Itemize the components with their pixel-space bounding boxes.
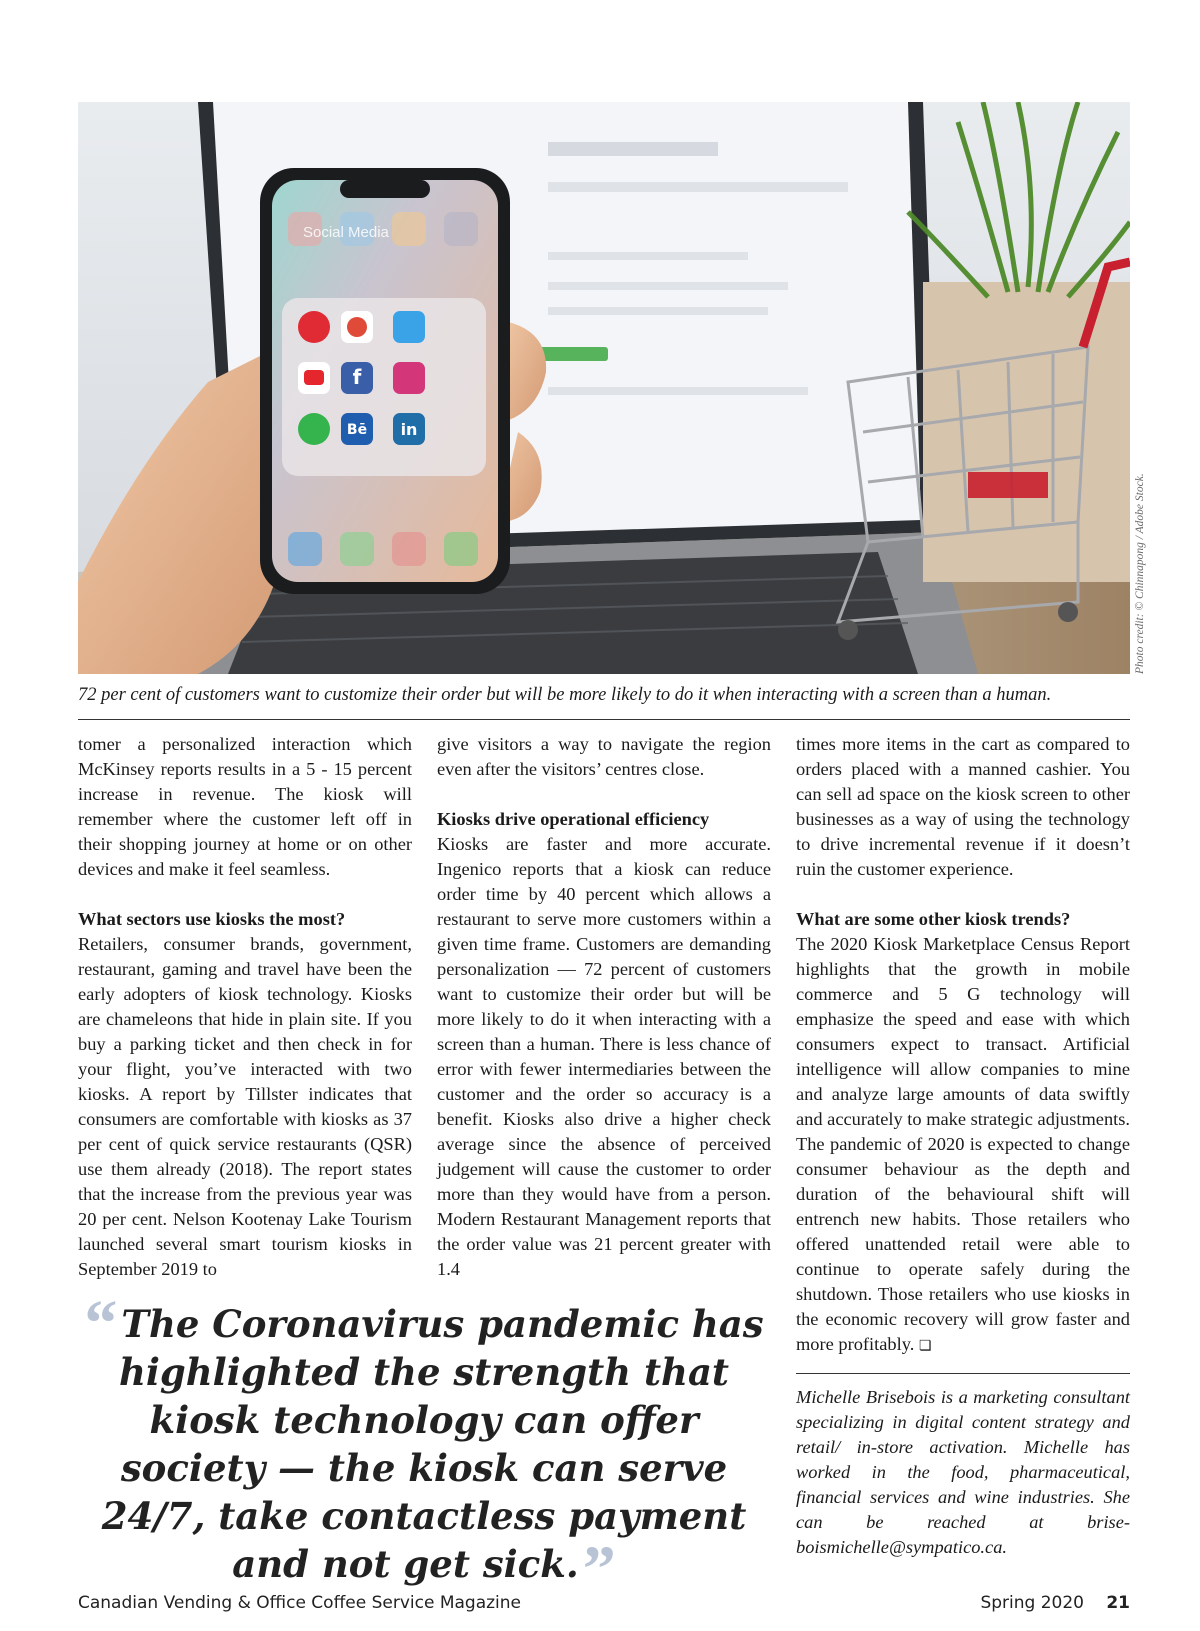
photo-caption: 72 per cent of customers want to customize their order but will be more likely to do it when interacting with a screen than a human. xyxy=(78,685,1052,705)
section-heading: Kiosks drive operational efficiency xyxy=(437,809,710,829)
svg-text:f: f xyxy=(352,365,362,389)
phone-folder-label: Social Media xyxy=(303,224,389,241)
issue-date: Spring 2020 xyxy=(980,1593,1084,1613)
svg-text:in: in xyxy=(400,420,418,439)
closing-text: The 2020 Kiosk Marketplace Census Report highlights that the growth in mobile commerce and 5 G technology will emphasize the speed and ease with which consumers expect to transact. Artificial intelligence will allow companies to mine and analyze large amounts of data swiftly and accurately to make strategic adjustments. The pandemic of 2020 is expected to change consumer behaviour as the depth and duration of the behavioural shift will entrench new habits. Those retailers who offered unattended retail were able to continue to operate safely during the shutdown. Those retailers who use kiosks in the economic recovery will grow faster and more profitably. xyxy=(796,934,1130,1354)
pinterest-icon xyxy=(298,311,330,343)
body-paragraph: give visitors a way to navigate the region even after the visitors’ centres close. xyxy=(437,734,771,779)
article-column-3 xyxy=(796,732,1130,1359)
page-number: 21 xyxy=(1106,1593,1130,1613)
section-heading: What sectors use kiosks the most? xyxy=(78,909,346,929)
page-footer xyxy=(78,1593,1130,1617)
open-quote-mark: “ xyxy=(84,1287,118,1360)
section-heading: What are some other kiosk trends? xyxy=(796,909,1071,929)
bio-divider xyxy=(796,1373,1130,1374)
instagram-icon xyxy=(393,362,425,394)
article-photo xyxy=(78,102,1130,674)
magazine-name: Canadian Vending & Office Coffee Service Magazine xyxy=(78,1593,522,1613)
end-of-article-mark: ❏ xyxy=(918,1338,932,1354)
body-paragraph: tomer a personalized interaction which McKinsey reports results in a 5 - 15 percent increase in revenue. The kiosk will remember where the customer left off in their shopping journey at home or on other devices and make it feel seamless. xyxy=(78,734,412,879)
twitter-icon xyxy=(393,311,425,343)
author-bio: Michelle Brisebois is a marketing consultant specializing in digital content strategy and retail/ in-store activation. Michelle has worked in the food, pharmaceutical, financial services and wine industries. She can be reached at briseboismichelle@sympatico.ca. xyxy=(796,1387,1130,1557)
svg-text:Bē: Bē xyxy=(346,422,368,438)
caption-divider xyxy=(78,719,1130,720)
close-quote-mark: ” xyxy=(582,1533,616,1606)
whatsapp-icon xyxy=(298,413,330,445)
article-column-2 xyxy=(437,732,771,1282)
article-column-1 xyxy=(78,732,412,1282)
pull-quote-text: The Coronavirus pandemic has highlighted the strength that kiosk technology can offer society — the kiosk can serve 24/7, take contactless payment and not get sick. xyxy=(101,1302,764,1586)
photo-credit: Photo credit: © Chinnapong / Adobe Stock. xyxy=(1134,473,1146,674)
body-paragraph: times more items in the cart as compared to orders placed with a manned cashier. You can sell ad space on the kiosk screen to other businesses as a way of using the technology to drive incremental revenue if it doesn’t ruin the customer experience. xyxy=(796,734,1130,879)
body-paragraph: Kiosks are faster and more accurate. Ingenico reports that a kiosk can reduce order time by 40 percent which allows a restaurant to serve more customers within a given time frame. Customers are demanding personalization — 72 percent of customers want to customize their order but will be more likely to do it when interacting with a screen than a human. There is less chance of error with fewer intermediaries between the customer and the order so accuracy is a benefit. Kiosks also drive a higher check average since the absence of perceived judgement will cause the customer to order more than they would have from a person. Modern Restaurant Management reports that the order value was 21 percent greater with 1.4 xyxy=(437,834,771,1279)
body-paragraph xyxy=(796,932,1130,1359)
body-paragraph: Retailers, consumer brands, government, restaurant, gaming and travel have been the early adopters of kiosk technology. Kiosks are chameleons that hide in plain site. If you buy a parking ticket and then check in for your flight, you’ve interacted with two kiosks. A report by Tillster indicates that consumers are comfortable with kiosks as 37 per cent of quick service restaurants (QSR) use them already (2018). The report states that the increase from the previous year was 20 per cent. Nelson Kootenay Lake Tourism launched several smart tourism kiosks in September 2019 to xyxy=(78,934,412,1279)
